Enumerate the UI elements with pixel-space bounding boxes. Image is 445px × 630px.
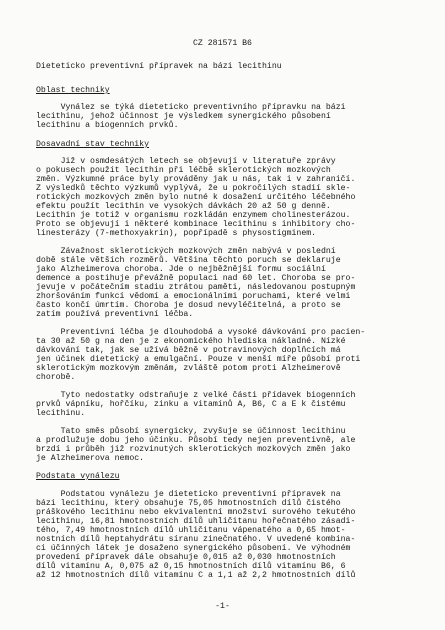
paragraph-line: Závažnost sklerotických mozkových změn nabývá v poslední (36, 247, 336, 256)
paragraph-line: jako Alzheimerova choroba. Jde o nejběžnější formu sociální (36, 265, 326, 274)
paragraph-line: ci účinných látek je dosaženo synergického působení. Ve výhodném (36, 544, 351, 553)
paragraph-line: práškového lecithinu nebo ekvivalentní množství surového tekutého (36, 508, 356, 517)
paragraph-line: provedení přípravek dále obsahuje 0,015 až 0,030 hmotnostních (36, 553, 336, 562)
paragraph-line: až 12 hmotnostních dílů vitamínu C a 1,1 až 2,2 hmotnostních dílů (36, 571, 356, 580)
patent-number: CZ 281571 B6 (193, 39, 252, 48)
paragraph-line: bázi lecithinu, který obsahuje 75,05 hmotnostních dílů čistého (36, 499, 341, 508)
paragraph-line: lecithinu. (36, 409, 86, 418)
paragraph-line: efektu použít lecithin ve vysokých dávkách 20 až 50 g denně. (36, 202, 331, 211)
paragraph-line: jevuje v počátečním stadiu ztrátou paměti, následovanou postupným (36, 283, 356, 292)
paragraph-line: lecithinu, 16,81 hmotnostních dílů uhličitanu hořečnatého zásadi- (36, 517, 356, 526)
paragraph-line: Z výsledků těchto výzkumů vyplývá, že u pokročilých stadií skle- (36, 184, 351, 193)
paragraph-line: změn. Výzkumné práce byly prováděny jak u nás, tak i v zahraničí. (36, 175, 356, 184)
paragraph-line: Podstatou vynálezu je dieteticko preventivní přípravek na (36, 490, 341, 499)
paragraph-line: o pokusech použít lecithin při léčbě sklerotických mozkových (36, 166, 331, 175)
paragraph-line: je Alzheimerova nemoc. (36, 454, 145, 463)
paragraph-line: zhoršováním funkcí vědomí a emocionálními poruchami, které velmi (36, 292, 351, 301)
paragraph-line: Proto se objevují i některé kombinace lecithinu s inhibitory cho- (36, 220, 356, 229)
paragraph-line: jen účinek dietetický a emulgační. Pouze v menší míře působí proti (36, 355, 361, 364)
page-number: -1- (215, 602, 230, 611)
paragraph-line: Tyto nedostatky odstraňuje z velké části přídavek biogenních (36, 391, 356, 400)
paragraph-line: demence a postihuje převážně populaci nad 60 let. Choroba se pro- (36, 274, 356, 283)
paragraph-line: dávkování tak, jak se užívá běžně v potravinových doplňcích má (36, 346, 341, 355)
paragraph-line: brzdí i průběh již rozvinutých sklerotických mozkových změn jako (36, 445, 351, 454)
paragraph-line: nostních dílů heptahydrátu síranu zinečnatého. V uvedené kombina- (36, 535, 356, 544)
paragraph-line: sklerotickým mozkovým změnám, zvláště potom proti Alzheimerově (36, 364, 341, 373)
document-title: Dieteticko preventivní přípravek na bázi lecithinu (36, 62, 282, 71)
paragraph-line: lecithinu, jehož účinnost je výsledkem synergického působení (36, 112, 331, 121)
paragraph-line: rotických mozkových změn bylo nutné k dosažení určitého léčebného (36, 193, 356, 202)
paragraph-line: zatím používá preventivní léčba. (36, 310, 194, 319)
section-heading-field: Oblast techniky (36, 86, 110, 95)
section-heading-prior-art: Dosavadní stav techniky (36, 140, 150, 149)
paragraph-line: chorobě. (36, 373, 76, 382)
paragraph-line: lecithinu a biogenních prvků. (36, 121, 179, 130)
paragraph-line: a prodlužuje dobu jeho účinku. Působí tedy nejen preventivně, ale (36, 436, 356, 445)
paragraph-line: dílů vitamínu A, 0,075 až 0,15 hmotnostních dílů vitamínu B6, 6 (36, 562, 346, 571)
paragraph-line: prvků vápníku, hořčíku, zinku a vitamínů A, B6, C a E k čistému (36, 400, 346, 409)
paragraph-line: Preventivní léčba je dlouhodobá a vysoké dávkování pro pacien- (36, 328, 366, 337)
paragraph-line: Již v osmdesátých letech se objevují v literatuře zprávy (36, 157, 336, 166)
paragraph-line: často končí úmrtím. Choroba je dosud nevyléčitelná, a proto se (36, 301, 341, 310)
paragraph-line: linesterázy (7-methoxyakrin), popřípadě s physostigminem. (36, 229, 317, 238)
paragraph-line: Tato směs působí synergicky, zvyšuje se účinnost lecithinu (36, 427, 346, 436)
paragraph-line: ta 30 až 50 g na den je z ekonomického hlediska nákladné. Nízké (36, 337, 346, 346)
paragraph-line: tého, 7,49 hmotnostních dílů uhličitanu vápenatého a 0,65 hmot- (36, 526, 346, 535)
section-heading-summary: Podstata vynálezu (36, 472, 120, 481)
paragraph-line: Lecithin je totiž v organismu rozkládán enzymem cholinesterázou. (36, 211, 351, 220)
paragraph-line: Vynález se týká dieteticko preventivního přípravku na bázi (36, 103, 346, 112)
paragraph-line: době stále větších rozměrů. Většina těchto poruch se deklaruje (36, 256, 341, 265)
